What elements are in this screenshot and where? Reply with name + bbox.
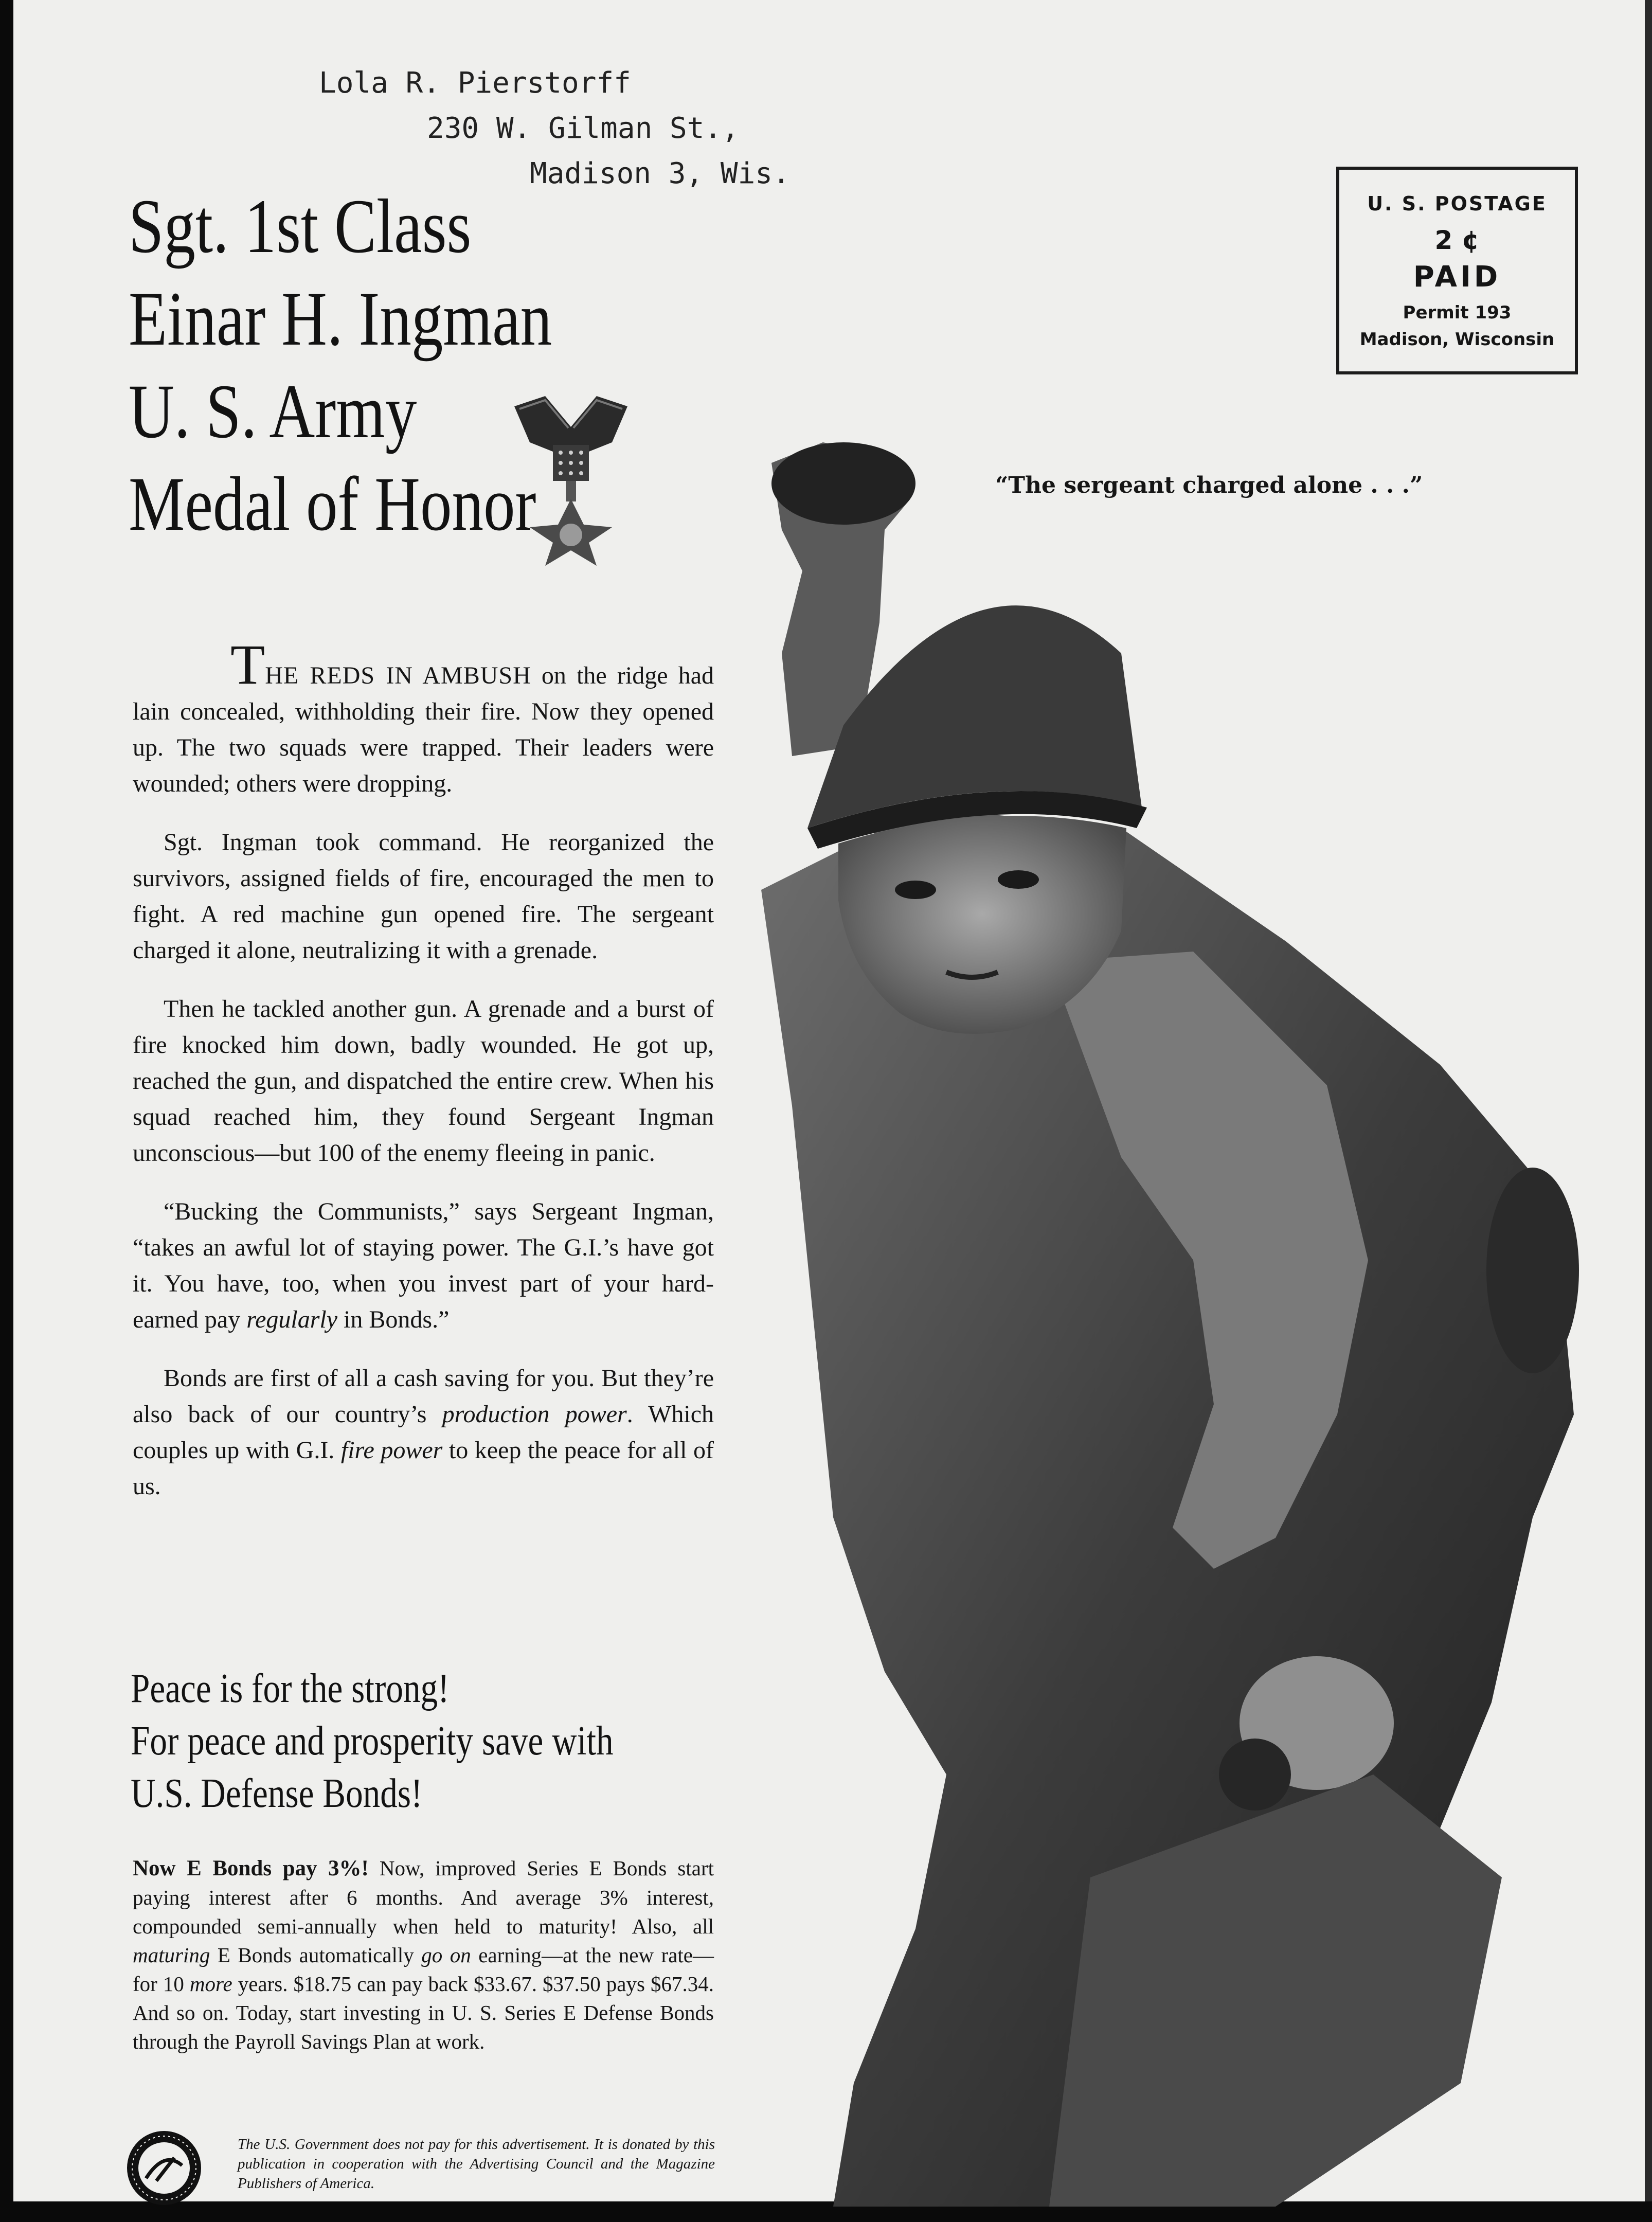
photo-caption: “The sergeant charged alone . . .”: [995, 472, 1423, 498]
disclaimer: The U.S. Government does not pay for this advertisement. It is donated by this publication in cooperation with the Advertising Council and the Magazine Publishers of America.: [238, 2136, 715, 2192]
mailing-address: [319, 61, 790, 196]
quote-part-b: in Bonds.”: [337, 1306, 450, 1333]
headline-rank: Sgt. 1st Class: [129, 184, 472, 269]
quote-emphasis: regularly: [246, 1306, 338, 1333]
story-paragraph-3: Then he tackled another gun. A grenade and a burst of fire knocked him down, badly wounded. He got up, reached the gun, and dispatched the entire crew. When his squad reached him, they found Sergeant Ingman unconscious—but 100 of the enemy fleeing in panic.: [133, 995, 714, 1167]
bond-terms-text-1: Now, improved Series E Bonds start paying interest after 6 months. And average 3% interest, compounded semi-annually when held to maturity! Also, all: [133, 1856, 714, 1938]
postage-city: Madison, Wisconsin: [1359, 329, 1555, 350]
bond-terms-text-2: E Bonds automatically: [210, 1943, 422, 1967]
postage-paid: PAID: [1413, 260, 1501, 294]
postage-amount: 2 ¢: [1434, 225, 1480, 255]
story-paragraph-1-text: on the ridge had lain concealed, withholding their fire. Now they opened up. The two squads were trapped. Their leaders were wounded; others were dropping.: [133, 662, 714, 797]
story-paragraph-2: Sgt. Ingman took command. He reorganized the survivors, assigned fields of fire, encouraged the men to fight. A red machine gun opened fire. The sergeant charged it alone, neutralizing it with a grenade.: [133, 829, 714, 964]
postage-label: U. S. POSTAGE: [1367, 192, 1547, 215]
story-paragraph-1: [133, 633, 714, 802]
story-body: [133, 633, 714, 1527]
story-lead-in: HE REDS IN AMBUSH: [265, 662, 531, 689]
slogan: [131, 1662, 614, 1820]
bond-terms-em-1: maturing: [133, 1943, 210, 1967]
slogan-line-3: U.S. Defense Bonds!: [131, 1771, 423, 1816]
story-paragraph-5: [133, 1360, 714, 1504]
scan-edge-right: [1645, 0, 1652, 2222]
postage-permit: Permit 193: [1403, 302, 1512, 323]
bond-terms-em-3: more: [189, 1972, 232, 1996]
bond-terms-text-4: years. $18.75 can pay back $33.67. $37.50 pays $67.34. And so on. Today, start investing in U. S. Series E Defense Bonds through the Payroll Savings Plan at work.: [133, 1972, 714, 2053]
slogan-line-1: Peace is for the strong!: [131, 1666, 450, 1711]
address-line-name: Lola R. Pierstorff: [319, 66, 631, 100]
headline-award: Medal of Honor: [129, 461, 536, 547]
p5-part-c: to keep the peace for all of us.: [133, 1437, 714, 1500]
bond-terms-lead: Now E Bonds pay 3%!: [133, 1856, 369, 1880]
headline: [129, 180, 552, 550]
address-line-city: Madison 3, Wis.: [530, 157, 790, 190]
quote-part-a: “Bucking the Communists,” says Sergeant Ingman, “takes an awful lot of staying power. The G.I.’s have got it. You have, too, when you invest part of your hard-earned pay: [133, 1198, 714, 1333]
p5-emphasis-1: production power: [442, 1401, 627, 1428]
medal-of-honor-icon: [509, 396, 633, 566]
address-line-street: 230 W. Gilman St.,: [427, 112, 739, 145]
soldier-photo: [730, 437, 1584, 2207]
bond-terms-em-2: go on: [421, 1943, 471, 1967]
headline-branch: U. S. Army: [129, 369, 417, 454]
slogan-line-2: For peace and prosperity save with: [131, 1718, 614, 1764]
headline-name: Einar H. Ingman: [129, 276, 552, 362]
scan-edge-left: [0, 0, 13, 2222]
story-paragraph-4: [133, 1194, 714, 1338]
drop-cap: T: [230, 633, 265, 696]
bond-terms: [133, 1854, 714, 2056]
p5-part-b: . Which couples up with G.I.: [133, 1401, 714, 1464]
bond-terms-text-3: earning—at the new rate—for 10: [133, 1943, 714, 1996]
postage-permit-box: [1336, 167, 1578, 374]
p5-part-a: Bonds are first of all a cash saving for you. But they’re also back of our country’s: [133, 1365, 714, 1428]
p5-emphasis-2: fire power: [340, 1437, 443, 1464]
advertising-council-seal-icon: [125, 2129, 203, 2207]
